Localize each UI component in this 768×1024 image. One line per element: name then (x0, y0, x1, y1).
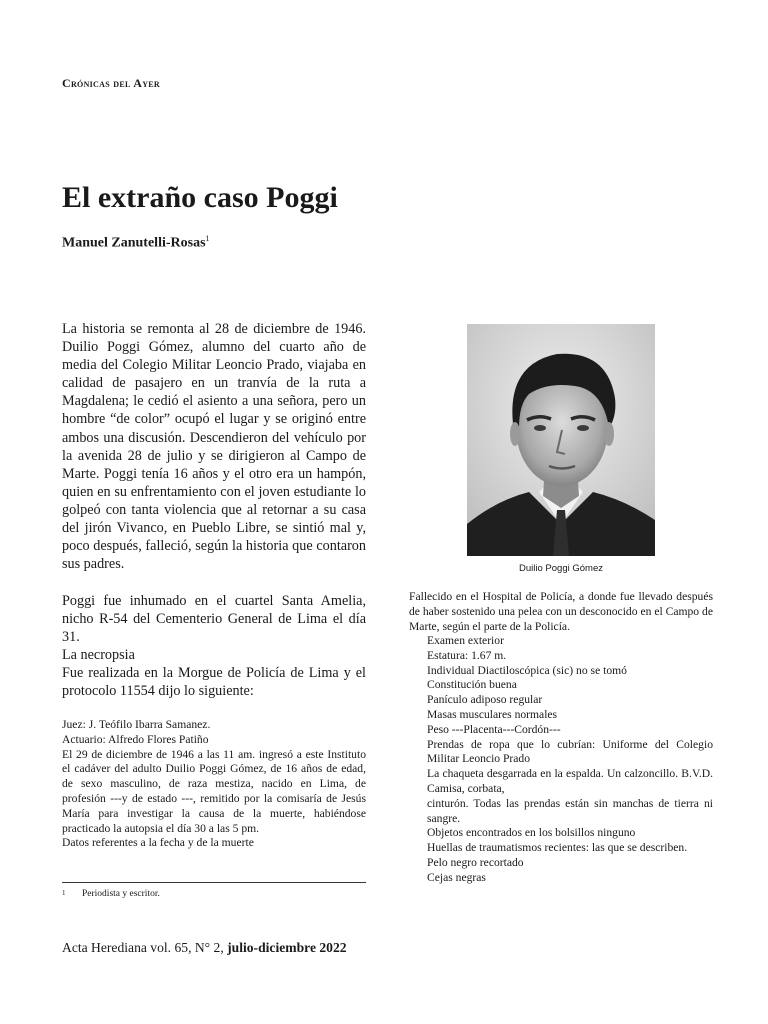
finding-item: cinturón. Todas las prendas están sin manchas de tierra ni sangre. (427, 796, 713, 825)
finding-item: La chaqueta desgarrada en la espalda. Un calzoncillo. B.V.D. Camisa, corbata, (427, 767, 713, 795)
footnote (62, 889, 160, 899)
section-header: Crónicas del Ayer (62, 76, 161, 90)
article-title: El extraño caso Poggi (62, 181, 338, 214)
finding-item: Peso ---Placenta---Cordón--- (427, 722, 561, 736)
paragraph-3: Fue realizada en la Morgue de Policía de Lima y el protocolo 11554 dijo lo siguiente: (62, 665, 366, 700)
finding-item: Examen exterior (427, 634, 504, 647)
footnote-text: Periodista y escritor. (82, 889, 160, 899)
finding-item: Estatura: 1.67 m. (427, 648, 507, 662)
finding-item: Cejas negras (427, 870, 486, 884)
finding-item: Masas musculares normales (427, 707, 558, 721)
author-line (62, 234, 210, 252)
finding-item: Pelo negro recortado (427, 855, 524, 869)
right-intro-paragraph: Fallecido en el Hospital de Policía, a donde fue llevado después de haber sostenido una pelea con un desconocido en el Campo de Marte, según el parte de la Policía. (409, 590, 713, 633)
portrait-photo (467, 324, 655, 556)
finding-item: Prendas de ropa que lo cubrían: Uniforme del Colegio Militar Leoncio Prado (427, 737, 713, 766)
finding-item: Constitución buena (427, 678, 517, 692)
issue-date: julio-diciembre 2022 (227, 940, 347, 955)
paragraph-2: Poggi fue inhumado en el cuartel Santa Amelia, nicho R-54 del Cementerio General de Lima el día 31. (62, 593, 366, 646)
footnote-divider (62, 882, 366, 883)
autopsy-record (62, 718, 366, 851)
record-data-line: Datos referentes a la fecha y de la muerte (62, 836, 254, 850)
autopsy-findings (427, 634, 713, 886)
finding-item: Individual Diactiloscópica (sic) no se tomó (427, 663, 627, 677)
footnote-mark: 1 (62, 889, 66, 897)
paragraph-1: La historia se remonta al 28 de diciembre de 1946. Duilio Poggi Gómez, alumno del cuarto año de media del Colegio Militar Leoncio Prado, viajaba en calidad de pasajero en un tranvía de la ruta a Magdalena; le cedió el asiento a una señora, pero un hombre “de color” ocupó el lugar y se originó entre ambos una discusión. Descendieron del vehículo por la avenida 28 de julio y se dirigieron al Campo de Marte. Poggi tenía 16 años y el otro era un hampón, quien en su enfrentamiento con el joven estudiante lo golpeó con tanta violencia que al retornar a su casa del jirón Vivanco, en Pueblo Libre, se sintió mal y, poco después, falleció, según la historia que contaron sus padres. (62, 321, 366, 573)
author-footnote-mark: 1 (205, 234, 210, 243)
burial-block (62, 592, 366, 701)
page-footer (62, 940, 347, 956)
record-text: El 29 de diciembre de 1946 a las 11 am. ingresó a este Instituto el cadáver del adulto Duilio Poggi Gómez, de 16 años de edad, de sexo masculino, de raza mestiza, nacido en Lima, de profesión ---y de estado ---, remitido por la comisaría de Jesús María para investigar la causa de la muerte, habiéndose practicado la autopsia el día 30 a las 5 pm. (62, 747, 366, 835)
finding-item: Panículo adiposo regular (427, 693, 543, 707)
author-name: Manuel Zanutelli-Rosas (62, 235, 206, 251)
portrait-image (467, 324, 655, 556)
journal-name: Acta Herediana vol. 65, N° 2, (62, 940, 224, 955)
record-clerk: Actuario: Alfredo Flores Patiño (62, 732, 209, 746)
finding-item: Objetos encontrados en los bolsillos ninguno (427, 826, 636, 840)
intro-paragraph (62, 320, 366, 573)
photo-caption: Duilio Poggi Gómez (519, 563, 603, 574)
necropsy-heading: La necropsia (62, 647, 135, 664)
record-judge: Juez: J. Teófilo Ibarra Samanez. (62, 718, 211, 731)
finding-item: Huellas de traumatismos recientes: las que se describen. (427, 841, 688, 855)
